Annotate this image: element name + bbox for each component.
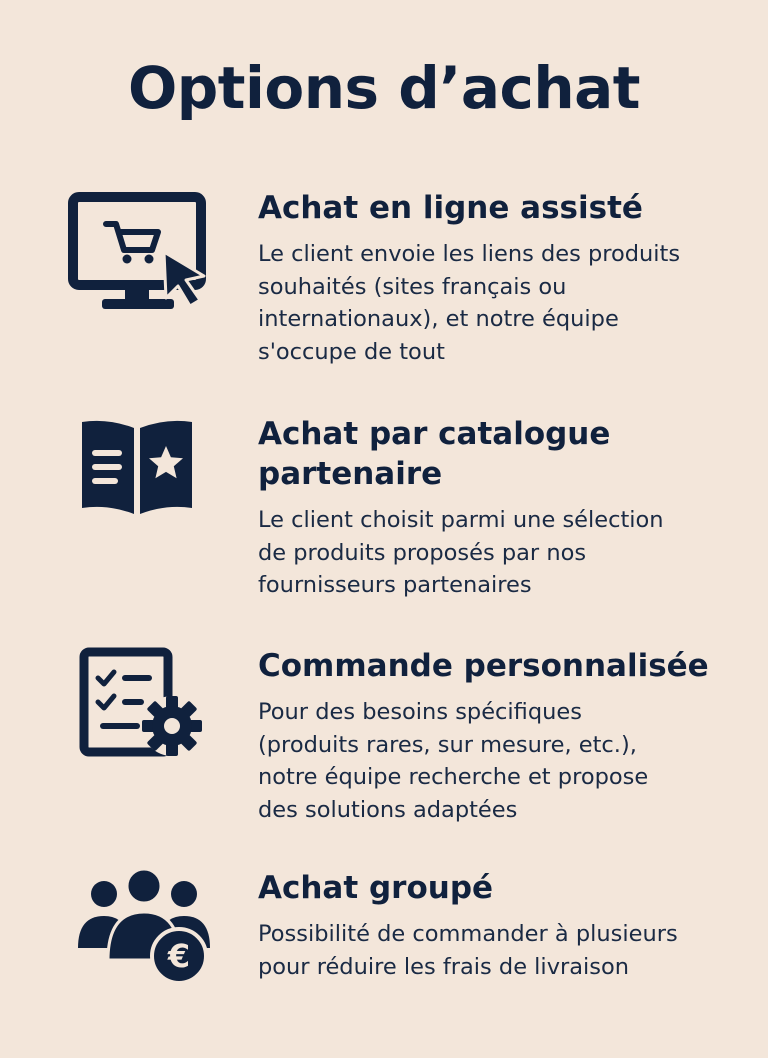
option-description: Le client choisit parmi une sélection de produits proposés par nos fournisseurs partenaires [258,507,664,598]
option-title: Achat en ligne assisté [258,190,643,226]
option-description: Possibilité de commander à plusieurs pour réduire les frais de livraison [258,921,678,980]
option-description: Pour des besoins spécifiques (produits rares, sur mesure, etc.), notre équipe recherche et propose des solutions adaptées [258,699,649,823]
option-description: Le client envoie les liens des produits souhaités (sites français ou internationaux), et notre équipe s'occupe de tout [258,241,681,365]
option-title: Achat par catalogue partenaire [258,416,611,492]
checklist-gear-icon [78,646,208,762]
catalog-book-star-icon [78,416,196,516]
option-title: Achat groupé [258,870,494,906]
option-title: Commande personnalisée [258,648,709,684]
page-title: Options d’achat [127,54,640,122]
svg-text:€: € [167,937,191,975]
computer-cart-cursor-icon [68,192,210,316]
group-euro-icon [74,868,214,984]
